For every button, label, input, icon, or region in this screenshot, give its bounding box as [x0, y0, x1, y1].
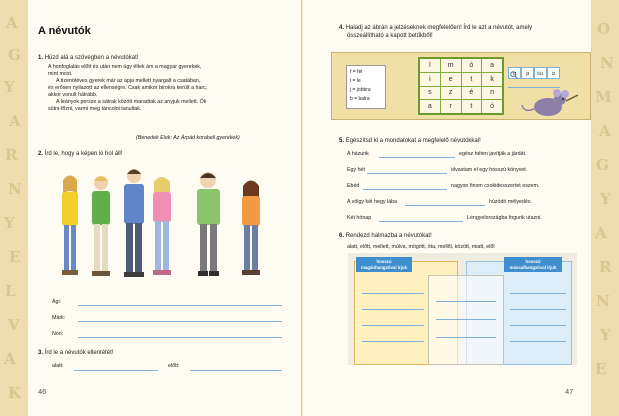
task-1-number: 1. — [38, 55, 44, 61]
right-page-edge: O N M A G Y A R N Y E — [591, 0, 619, 416]
set-overlap-card[interactable] — [428, 275, 504, 365]
task-5-number: 5. — [339, 138, 345, 144]
sentence-blank[interactable] — [405, 205, 485, 206]
task-4-instruction: Haladj az ábrán a jelzéseknek megfelelően! Írd le azt a névutót, amely — [345, 25, 533, 31]
child-blue-shirt — [124, 169, 144, 277]
sentence-post: Lengyelországba fogunk utazni. — [467, 215, 542, 221]
sentence-post: húzódó mélyedés. — [489, 199, 532, 205]
code-cell: l2 — [547, 67, 560, 79]
task-5-instruction: Egészítsd ki a mondatokat a megfelelő névutókkal! — [345, 138, 481, 144]
set-left-line[interactable] — [362, 309, 424, 310]
grid-cell: k — [482, 73, 502, 86]
grid-cell: ó — [482, 100, 502, 113]
task-3-heading — [38, 349, 113, 357]
page-number-left: 46 — [38, 387, 47, 396]
label-agi: Ági: — [52, 299, 62, 305]
task-4-answer-line[interactable] — [508, 87, 560, 88]
set-left-line[interactable] — [362, 341, 424, 342]
answer-line-alatt[interactable] — [74, 370, 158, 371]
set-right-line[interactable] — [510, 325, 566, 326]
task-4-heading — [339, 24, 583, 40]
answer-line-nori[interactable] — [78, 337, 282, 338]
code-cell: bl1 — [534, 67, 547, 79]
task-3-instruction: Írd le a névutók ellentétét! — [44, 350, 114, 356]
sentence-post: egész héten javítják a járdát. — [459, 151, 527, 157]
text-line: akkor vonult hátrább. — [48, 92, 98, 98]
task-6-instruction: Rendezd halmazba a névutókat! — [345, 233, 432, 239]
task-3-number: 3. — [38, 350, 44, 356]
sentence-blank[interactable] — [379, 221, 463, 222]
grid-cell: i — [420, 73, 440, 86]
grid-cell: e — [441, 73, 461, 86]
citation: (Benedek Elek: Az Árpád korabeli gyerekek) — [136, 135, 240, 141]
task-2-instruction: Írd le, hogy a képen ki hol áll! — [44, 151, 123, 157]
task-2-heading — [38, 150, 122, 158]
child-green-shirt — [92, 176, 110, 276]
set-left-line[interactable] — [362, 325, 424, 326]
page-number-right: 47 — [565, 387, 574, 396]
sentence-pre: A házunk — [347, 151, 369, 157]
grid-cell: t — [462, 73, 482, 86]
set-right-line[interactable] — [510, 341, 566, 342]
sentence-post: olvastam el egy hosszú könyvet. — [451, 167, 528, 173]
text-line: mint most. — [48, 71, 73, 77]
sorting-board — [348, 253, 577, 365]
text-line: A tizenötéves gyerek már az apja mellett nyargalt a csatában, — [56, 78, 201, 84]
set-overlap-line[interactable] — [436, 319, 496, 320]
set-overlap-line[interactable] — [436, 301, 496, 302]
task-4-instruction-2: összeállítható a kapott betűkből! — [347, 33, 433, 39]
grid-cell: z — [441, 87, 461, 100]
grid-cell: é — [462, 87, 482, 100]
label-mark: Márk: — [52, 315, 66, 321]
legend-item: f = fel — [350, 69, 363, 75]
set-right-label: hosszú mássalhangzóval írjuk — [504, 257, 562, 272]
code-cell: f3 — [508, 67, 521, 79]
task-6-heading — [339, 232, 432, 240]
direction-legend — [346, 65, 386, 109]
sentence-blank[interactable] — [367, 173, 447, 174]
text-line: A leányok persze a sátrak között maradtak az anyjuk mellett. Ők — [56, 99, 207, 105]
sentence-pre: A völgy két hegy lába — [347, 199, 398, 205]
sentence-pre: Egy hét — [347, 167, 365, 173]
lesson-title: A névutók — [38, 25, 91, 37]
set-left-line[interactable] — [362, 293, 424, 294]
children-illustration — [58, 162, 293, 282]
task-1-text — [48, 64, 207, 113]
child-pink-shirt — [153, 177, 171, 275]
sentence-blank[interactable] — [363, 189, 447, 190]
sentence-pre: Ebéd — [347, 183, 360, 189]
grid-cell: l — [420, 59, 440, 72]
mouse-illustration — [520, 89, 580, 119]
text-line: A honfoglalás előtt és után nem úgy éltek ám a magyar gyerekek, — [48, 64, 202, 70]
child-orange-shirt — [242, 181, 260, 276]
text-line: és erősen nyilazott az ellenségre. Csak amikor birokra került a harc, — [48, 85, 208, 91]
left-page-edge: A G Y A R N Y E L V A K — [0, 0, 28, 416]
legend-item: b = balra — [350, 96, 370, 102]
text-line: sütni-főzni, varrni meg táncolni tanultak. — [48, 106, 142, 112]
grid-cell: n — [482, 87, 502, 100]
sentence-post: nagyon finom csokidesszertet eszem. — [451, 183, 540, 189]
task-6-number: 6. — [339, 233, 345, 239]
task-1-instruction: Húzd alá a szövegben a névutókat! — [44, 55, 139, 61]
letter-map-panel — [331, 52, 591, 120]
magnifier-icon — [510, 71, 518, 79]
grid-cell: m — [441, 59, 461, 72]
answer-line-mark[interactable] — [78, 321, 282, 322]
word-bank: alatt, előtt, mellett, múlva, mögött, óta, mellől, között, miatt, elől — [347, 244, 495, 250]
grid-cell: s — [420, 87, 440, 100]
letter-grid — [418, 57, 504, 115]
task-4-number: 4. — [339, 25, 345, 31]
child-yellow-shirt — [62, 176, 78, 276]
task-5-heading — [339, 137, 481, 145]
grid-cell: t — [462, 100, 482, 113]
sentence-pre: Két hónap — [347, 215, 372, 221]
set-overlap-line[interactable] — [436, 337, 496, 338]
legend-item: l = le — [350, 78, 361, 84]
right-page — [303, 0, 591, 416]
answer-line-elott[interactable] — [190, 370, 282, 371]
sentence-blank[interactable] — [379, 157, 455, 158]
code-cell: j3 — [521, 67, 534, 79]
task-1-heading — [38, 54, 138, 62]
legend-item: j = jobbra — [350, 87, 371, 93]
label-alatt: alatt: — [52, 363, 64, 369]
task-2-number: 2. — [38, 151, 44, 157]
grid-cell: r — [441, 100, 461, 113]
grid-cell: a — [420, 100, 440, 113]
grid-cell: ó — [462, 59, 482, 72]
label-nori: Nóri: — [52, 331, 64, 337]
child-lightgreen-shirt — [197, 172, 220, 276]
answer-line-agi[interactable] — [78, 305, 282, 306]
label-elott: előtt: — [168, 363, 180, 369]
left-page — [28, 0, 302, 416]
grid-cell: a — [482, 59, 502, 72]
set-right-line[interactable] — [510, 293, 566, 294]
set-left-label: hosszú magánhangzóval írjuk — [356, 257, 412, 272]
set-right-line[interactable] — [510, 309, 566, 310]
